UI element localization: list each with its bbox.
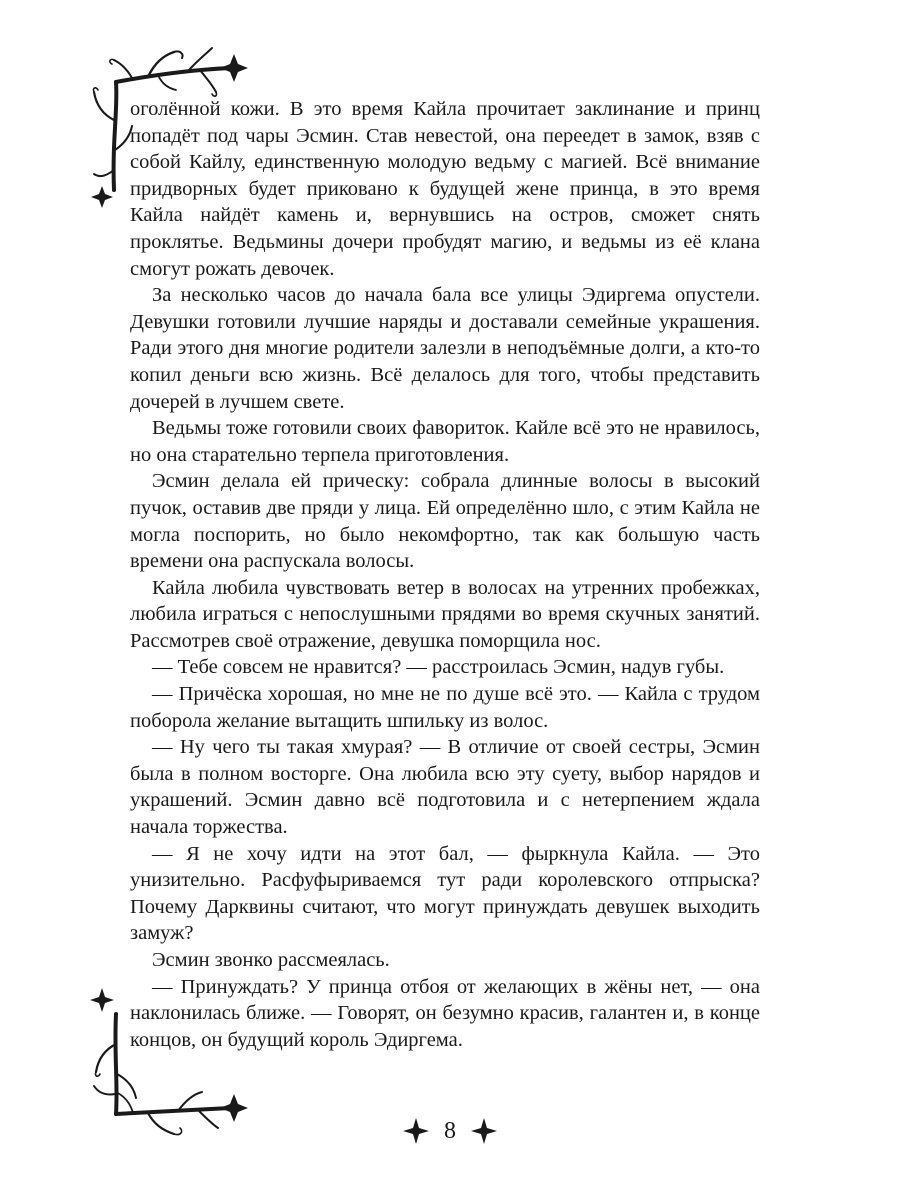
paragraph-3: Ведьмы тоже готовили своих фавориток. Кайле всё это не нравилось, но она старательно терпела приготовления. (130, 417, 760, 466)
paragraph-7: — Причёска хорошая, но мне не по душе всё это. — Кайла с трудом поборола желание вытащить шпильку из волос. (130, 683, 760, 732)
paragraph-1: оголённой кожи. В это время Кайла прочитает заклинание и принц попадёт под чары Эсмин. Став невестой, она переедет в замок, взяв с собой Кайлу, единственную молодую ведьму с магией. Всё внимание придворных будет приковано к будущей жене принца, в это время Кайла найдёт камень и, вернувшись на остров, сможет снять проклятье. Ведьмины дочери пробудят магию, и ведьмы из её клана смогут рожать девочек. (130, 98, 760, 280)
paragraph-10: Эсмин звонко рассмеялась. (152, 949, 390, 971)
body-text (130, 96, 760, 1053)
star-left-icon (402, 1117, 430, 1145)
page-footer (0, 1117, 900, 1145)
paragraph-8: — Ну чего ты такая хмурая? — В отличие от своей сестры, Эсмин была в полном восторге. Она любила всю эту суету, выбор нарядов и украшений. Эсмин давно всё подготовила и с нетерпением ждала начала торжества. (130, 736, 760, 839)
paragraph-4: Эсмин делала ей прическу: собрала длинные волосы в высокий пучок, оставив две пряди у лица. Ей определённо шло, с этим Кайла не могла поспорить, но было некомфортно, так как большую часть времени она распускала волосы. (130, 470, 760, 573)
page-number: 8 (444, 1117, 456, 1144)
paragraph-2: За несколько часов до начала бала все улицы Эдиргема опустели. Девушки готовили лучшие наряды и доставали семейные украшения. Ради этого дня многие родители залезли в неподъёмные долги, а кто-то копил деньги всю жизнь. Всё делалось для того, чтобы представить дочерей в лучшем свете. (130, 284, 760, 413)
paragraph-5: Кайла любила чувствовать ветер в волосах на утренних пробежках, любила играться с непослушными прядями во время скучных занятий. Рассмотрев своё отражение, девушка поморщила нос. (130, 576, 760, 652)
paragraph-9: — Я не хочу идти на этот бал, — фыркнула Кайла. — Это унизительно. Расфуфыриваемся тут ради королевского отпрыска? Почему Дарквины считают, что могут принуждать девушек выходить замуж? (130, 842, 760, 945)
paragraph-6: — Тебе совсем не нравится? — расстроилась Эсмин, надув губы. (152, 656, 725, 679)
star-right-icon (470, 1117, 498, 1145)
paragraph-11: — Принуждать? У принца отбоя от желающих в жёны нет, — она наклонилась ближе. — Говорят, он безумно красив, галантен и, в конце концов, он будущий король Эдиргема. (130, 975, 760, 1051)
